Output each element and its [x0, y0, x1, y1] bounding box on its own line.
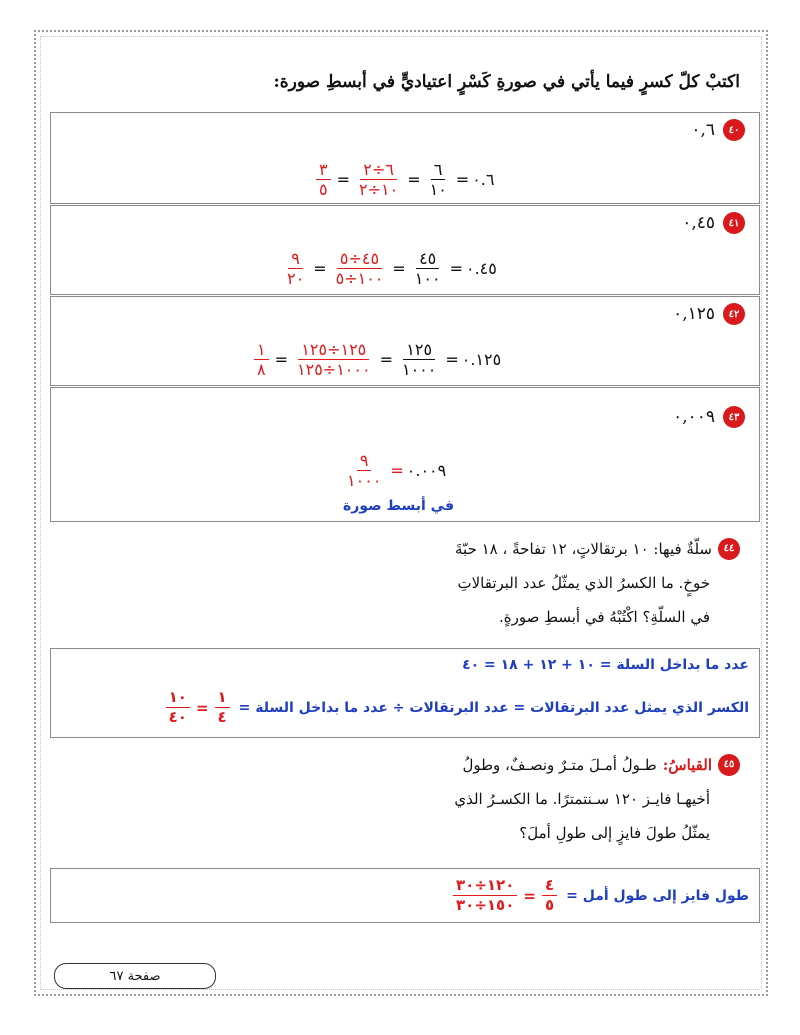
exercise-decimal: ٠,٤٥ — [682, 213, 715, 233]
answer-line: عدد ما بداخل السلة = ١٠ + ١٢ + ١٨ = ٤٠ — [462, 657, 749, 673]
exercise-header — [673, 303, 745, 325]
exercise-number-badge: ٤١ — [723, 212, 745, 234]
solution-equation: $\frac{٣}{٥}$ = $\frac{٦\div ٢}{١٠\div ٢}$ = $\frac{٦}{١٠}$ = ٠.٦ — [313, 161, 494, 198]
problem-line: في السلّةِ؟ اكْتُبْهُ في أبسطِ صورةٍ. — [499, 608, 710, 626]
problem-number-badge: ٤٥ — [718, 754, 740, 776]
page-number-label: صفحة ٦٧ — [54, 963, 216, 989]
decimal-value: ٠.٤٥ — [465, 259, 497, 278]
division-fraction: $\frac{١٢٥\div ١٢٥}{١٠٠٠\div ١٢٥}$ — [297, 340, 371, 379]
decimal-fraction: $\frac{٤٥}{١٠٠}$ — [414, 249, 441, 288]
decimal-value: ٠.٦ — [472, 170, 495, 189]
division-fraction: $\frac{٤٥\div ٥}{١٠٠\div ٥}$ — [335, 249, 384, 288]
answer-line: طول فايز إلى طول أمل = $\frac{١٢٠\div ٣٠}{١٥٠\div ٣٠}$ = $\frac{٤}{٥}$ — [450, 877, 749, 914]
decimal-value: ٠.٠٠٩ — [406, 461, 447, 480]
fraction: $\frac{١٢٠\div ٣٠}{١٥٠\div ٣٠}$ — [453, 877, 517, 914]
problem-line: طـولُ أمـلَ متـرٌ ونصـفٌ، وطولُ — [462, 756, 657, 774]
fraction: $\frac{١}{٤}$ — [215, 689, 230, 726]
division-fraction: $\frac{٦\div ٢}{١٠\div ٢}$ — [359, 160, 399, 199]
exercise-header — [691, 119, 745, 141]
result-fraction: $\frac{٣}{٥}$ — [316, 161, 331, 198]
exercise-decimal: ٠,١٢٥ — [673, 304, 715, 324]
exercise-header — [682, 212, 745, 234]
problem-line: أخيهـا فايـز ١٢٠ سـنتمترًا. ما الكسـرُ الذي — [454, 790, 710, 808]
exercise-box-43 — [50, 387, 760, 522]
exercise-number-badge: ٤٣ — [723, 406, 745, 428]
problem-label: القياسُ: — [662, 756, 712, 774]
solution-equation: $\frac{٩}{٢٠}$ = $\frac{٤٥\div ٥}{١٠٠\div ٥}$ = $\frac{٤٥}{١٠٠}$ = ٠.٤٥ — [281, 250, 497, 287]
exercise-number-badge: ٤٢ — [723, 303, 745, 325]
instruction-heading: اكتبْ كلّ كسرٍ فيما يأتي في صورةِ كَسْرٍ اعتياديٍّ في أبسطِ صورة: — [273, 72, 740, 92]
problem-44 — [320, 532, 740, 634]
exercise-decimal: ٠,٠٠٩ — [673, 407, 715, 427]
solution-equation: $\frac{١}{٨}$ = $\frac{١٢٥\div ١٢٥}{١٠٠٠\div ١٢٥}$ = $\frac{١٢٥}{١٠٠٠}$ = ٠.١٢٥ — [251, 341, 501, 378]
decimal-value: ٠.١٢٥ — [461, 350, 502, 369]
problem-line: سلّةٌ فيها: ١٠ برتقالاتٍ، ١٢ تفاحةً ، ١٨ حبّةَ — [455, 540, 712, 558]
problem-number-badge: ٤٤ — [718, 538, 740, 560]
fraction: $\frac{١٠}{٤٠}$ — [166, 689, 190, 726]
exercise-header — [673, 406, 745, 428]
simplest-form-note: في أبسط صورة — [343, 498, 455, 514]
exercise-box-41 — [50, 205, 760, 295]
answer-line: الكسر الذي يمثل عدد البرتقالات = عدد البرتقالات ÷ عدد ما بداخل السلة = $\frac{١٠}{٤٠}$ = $\frac{١}{٤}$ — [163, 689, 749, 726]
decimal-fraction: $\frac{٩}{١٠٠٠}$ — [347, 451, 382, 490]
exercise-decimal: ٠,٦ — [691, 120, 715, 140]
problem-line: خوخٍ. ما الكسرُ الذي يمثّلُ عدد البرتقالاتِ — [457, 574, 710, 592]
result-fraction: $\frac{٩}{٢٠}$ — [287, 249, 305, 288]
answer-box-44 — [50, 648, 760, 738]
solution-equation: $\frac{٩}{١٠٠٠}$ = ٠.٠٠٩ — [341, 452, 446, 489]
problem-45 — [320, 748, 740, 850]
answer-box-45 — [50, 868, 760, 923]
exercise-box-42 — [50, 296, 760, 386]
fraction: $\frac{٤}{٥}$ — [542, 877, 557, 914]
result-fraction: $\frac{١}{٨}$ — [254, 341, 269, 378]
problem-line: يمثّلُ طولَ فايزٍ إلى طولِ أملَ؟ — [519, 824, 710, 842]
decimal-fraction: $\frac{١٢٥}{١٠٠٠}$ — [401, 340, 437, 379]
exercise-box-40 — [50, 112, 760, 204]
exercise-number-badge: ٤٠ — [723, 119, 745, 141]
decimal-fraction: $\frac{٦}{١٠}$ — [429, 160, 447, 199]
